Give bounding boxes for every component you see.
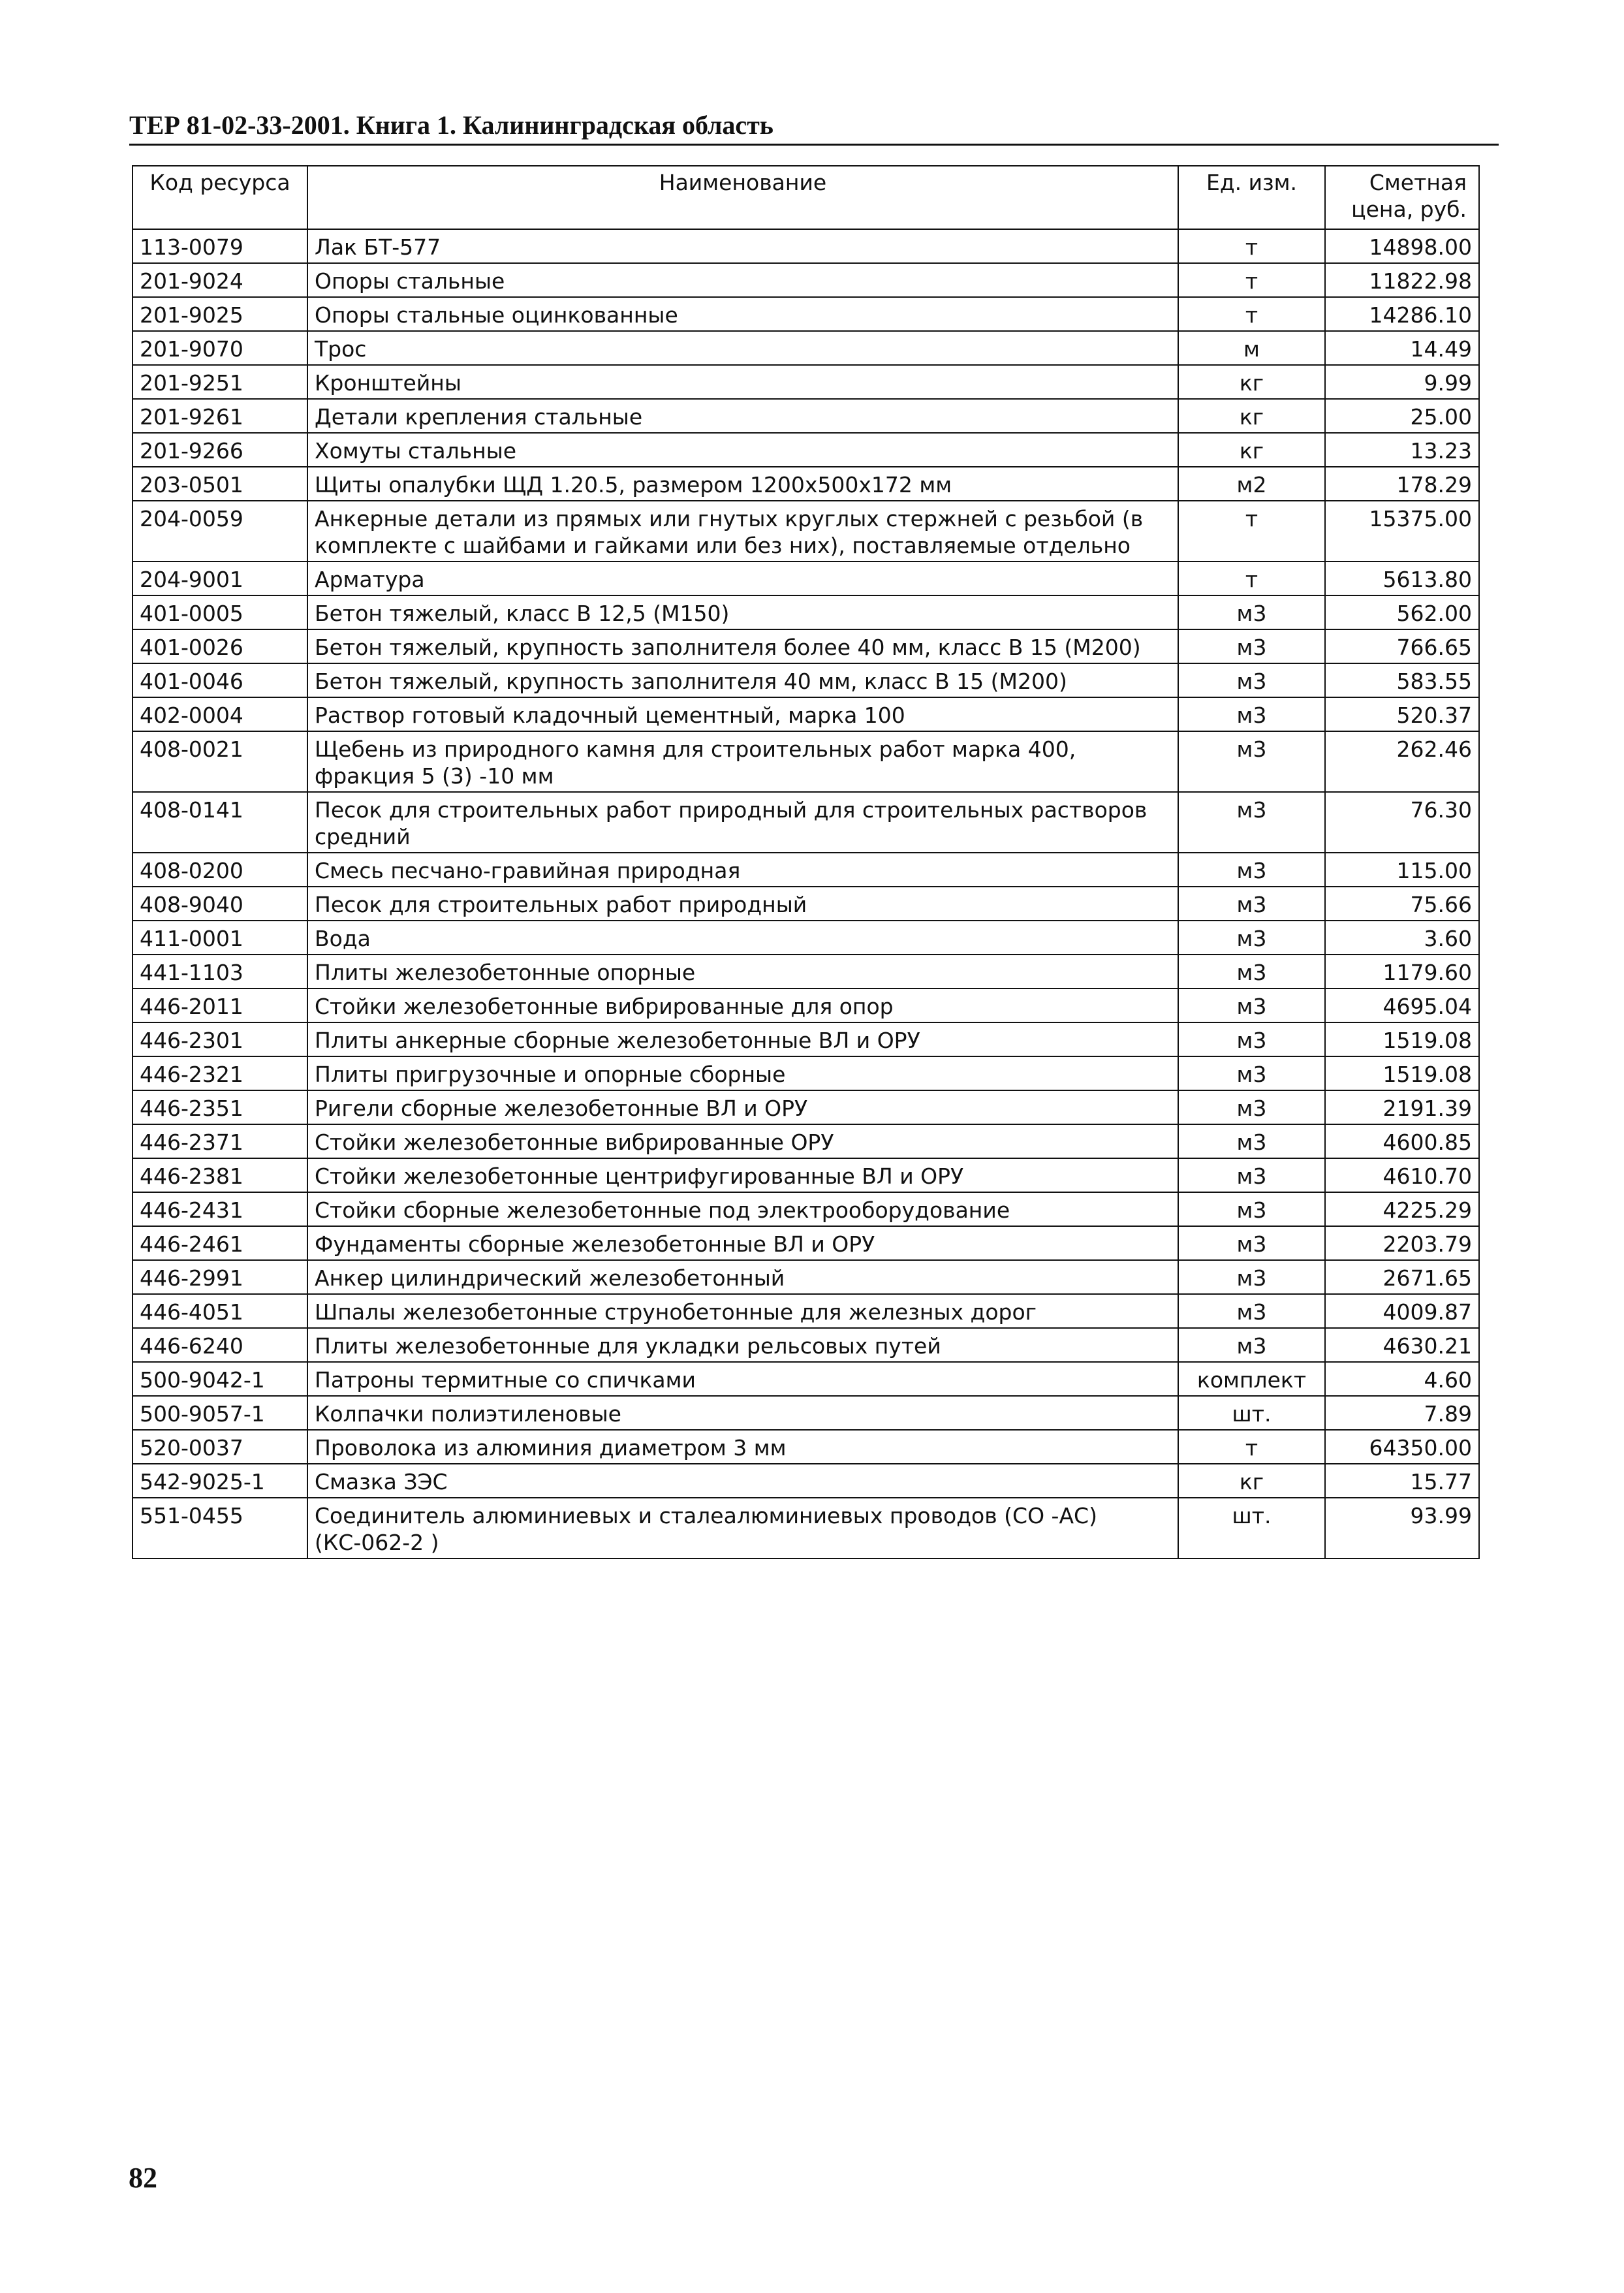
table-row <box>133 1362 1479 1396</box>
table-row <box>133 263 1479 297</box>
cell-code: 446-2301 <box>133 1022 307 1056</box>
cell-price: 4695.04 <box>1325 988 1479 1022</box>
table-row <box>133 1464 1479 1498</box>
table-row <box>133 1430 1479 1464</box>
cell-price: 1519.08 <box>1325 1056 1479 1090</box>
cell-price: 3.60 <box>1325 921 1479 955</box>
cell-price: 115.00 <box>1325 853 1479 887</box>
cell-unit: м3 <box>1178 731 1325 792</box>
cell-name: Опоры стальные <box>307 263 1178 297</box>
cell-unit: т <box>1178 561 1325 595</box>
page-number: 82 <box>129 2162 157 2194</box>
cell-price: 76.30 <box>1325 792 1479 853</box>
cell-price: 5613.80 <box>1325 561 1479 595</box>
table-row <box>133 1294 1479 1328</box>
cell-unit: м3 <box>1178 1056 1325 1090</box>
table-row <box>133 1498 1479 1558</box>
table-row <box>133 955 1479 988</box>
cell-price: 2671.65 <box>1325 1260 1479 1294</box>
cell-code: 201-9070 <box>133 331 307 365</box>
cell-name: Патроны термитные со спичками <box>307 1362 1178 1396</box>
cell-code: 401-0046 <box>133 663 307 697</box>
cell-name: Анкер цилиндрический железобетонный <box>307 1260 1178 1294</box>
cell-unit: т <box>1178 297 1325 331</box>
cell-price: 9.99 <box>1325 365 1479 399</box>
table-row <box>133 331 1479 365</box>
cell-name: Опоры стальные оцинкованные <box>307 297 1178 331</box>
cell-code: 551-0455 <box>133 1498 307 1558</box>
cell-code: 408-0200 <box>133 853 307 887</box>
cell-unit: м <box>1178 331 1325 365</box>
cell-code: 446-2011 <box>133 988 307 1022</box>
cell-unit: т <box>1178 229 1325 263</box>
cell-price: 2203.79 <box>1325 1226 1479 1260</box>
table-row <box>133 433 1479 467</box>
cell-unit: м3 <box>1178 1328 1325 1362</box>
cell-name: Плиты анкерные сборные железобетонные ВЛ и ОРУ <box>307 1022 1178 1056</box>
cell-code: 446-6240 <box>133 1328 307 1362</box>
cell-code: 201-9261 <box>133 399 307 433</box>
cell-price: 766.65 <box>1325 629 1479 663</box>
cell-code: 402-0004 <box>133 697 307 731</box>
cell-unit: шт. <box>1178 1396 1325 1430</box>
table-row <box>133 561 1479 595</box>
cell-price: 4009.87 <box>1325 1294 1479 1328</box>
cell-unit: м3 <box>1178 697 1325 731</box>
cell-code: 401-0005 <box>133 595 307 629</box>
cell-name: Ригели сборные железобетонные ВЛ и ОРУ <box>307 1090 1178 1124</box>
table-row <box>133 467 1479 501</box>
cell-unit: кг <box>1178 1464 1325 1498</box>
cell-unit: м3 <box>1178 629 1325 663</box>
table-row <box>133 501 1479 561</box>
cell-price: 4225.29 <box>1325 1192 1479 1226</box>
cell-name: Плиты железобетонные опорные <box>307 955 1178 988</box>
cell-code: 446-2321 <box>133 1056 307 1090</box>
cell-name: Арматура <box>307 561 1178 595</box>
cell-code: 408-0021 <box>133 731 307 792</box>
cell-name: Смазка ЗЭС <box>307 1464 1178 1498</box>
table-row <box>133 697 1479 731</box>
cell-code: 500-9057-1 <box>133 1396 307 1430</box>
column-header-code: Код ресурса <box>133 166 307 229</box>
cell-unit: м3 <box>1178 955 1325 988</box>
cell-code: 500-9042-1 <box>133 1362 307 1396</box>
cell-unit: м3 <box>1178 1294 1325 1328</box>
cell-unit: т <box>1178 263 1325 297</box>
table-row <box>133 1022 1479 1056</box>
table-body <box>133 229 1479 1558</box>
cell-price: 4.60 <box>1325 1362 1479 1396</box>
cell-name: Проволока из алюминия диаметром 3 мм <box>307 1430 1178 1464</box>
cell-price: 15.77 <box>1325 1464 1479 1498</box>
table-row <box>133 1328 1479 1362</box>
cell-unit: м3 <box>1178 792 1325 853</box>
cell-price: 25.00 <box>1325 399 1479 433</box>
cell-unit: шт. <box>1178 1498 1325 1558</box>
table-row <box>133 853 1479 887</box>
table-row <box>133 297 1479 331</box>
cell-name: Бетон тяжелый, класс В 12,5 (М150) <box>307 595 1178 629</box>
cell-code: 446-2351 <box>133 1090 307 1124</box>
cell-name: Щиты опалубки ЩД 1.20.5, размером 1200x500x172 мм <box>307 467 1178 501</box>
cell-code: 201-9266 <box>133 433 307 467</box>
cell-unit: м3 <box>1178 1022 1325 1056</box>
cell-code: 201-9251 <box>133 365 307 399</box>
cell-code: 441-1103 <box>133 955 307 988</box>
cell-price: 14898.00 <box>1325 229 1479 263</box>
cell-code: 204-0059 <box>133 501 307 561</box>
table-row <box>133 1192 1479 1226</box>
cell-name: Шпалы железобетонные струнобетонные для железных дорог <box>307 1294 1178 1328</box>
cell-name: Плиты железобетонные для укладки рельсовых путей <box>307 1328 1178 1362</box>
document-title: ТЕР 81-02-33-2001. Книга 1. Калининградская область <box>129 110 773 140</box>
table-row <box>133 1056 1479 1090</box>
cell-unit: м3 <box>1178 853 1325 887</box>
cell-price: 178.29 <box>1325 467 1479 501</box>
cell-name: Плиты пригрузочные и опорные сборные <box>307 1056 1178 1090</box>
column-header-unit: Ед. изм. <box>1178 166 1325 229</box>
cell-price: 93.99 <box>1325 1498 1479 1558</box>
cell-unit: м3 <box>1178 1260 1325 1294</box>
cell-unit: кг <box>1178 399 1325 433</box>
cell-unit: м3 <box>1178 1090 1325 1124</box>
cell-code: 113-0079 <box>133 229 307 263</box>
table-row <box>133 365 1479 399</box>
cell-unit: м3 <box>1178 921 1325 955</box>
table-row <box>133 988 1479 1022</box>
cell-name: Соединитель алюминиевых и сталеалюминиевых проводов (СО -АС) (КС-062-2 ) <box>307 1498 1178 1558</box>
cell-price: 520.37 <box>1325 697 1479 731</box>
cell-name: Песок для строительных работ природный для строительных растворов средний <box>307 792 1178 853</box>
cell-code: 542-9025-1 <box>133 1464 307 1498</box>
cell-unit: т <box>1178 1430 1325 1464</box>
cell-name: Стойки железобетонные центрифугированные ВЛ и ОРУ <box>307 1158 1178 1192</box>
cell-code: 201-9025 <box>133 297 307 331</box>
cell-price: 4630.21 <box>1325 1328 1479 1362</box>
table-row <box>133 595 1479 629</box>
cell-unit: м3 <box>1178 988 1325 1022</box>
price-table <box>132 165 1480 1559</box>
cell-code: 408-9040 <box>133 887 307 921</box>
column-header-price: Сметная цена, руб. <box>1325 166 1479 229</box>
cell-price: 2191.39 <box>1325 1090 1479 1124</box>
cell-code: 446-2991 <box>133 1260 307 1294</box>
cell-unit: м3 <box>1178 1192 1325 1226</box>
table-row <box>133 229 1479 263</box>
cell-price: 11822.98 <box>1325 263 1479 297</box>
table-row <box>133 663 1479 697</box>
cell-price: 14.49 <box>1325 331 1479 365</box>
cell-name: Трос <box>307 331 1178 365</box>
cell-name: Фундаменты сборные железобетонные ВЛ и ОРУ <box>307 1226 1178 1260</box>
cell-price: 14286.10 <box>1325 297 1479 331</box>
table-row <box>133 1260 1479 1294</box>
cell-price: 1519.08 <box>1325 1022 1479 1056</box>
table-row <box>133 921 1479 955</box>
cell-price: 1179.60 <box>1325 955 1479 988</box>
cell-name: Стойки сборные железобетонные под электрооборудование <box>307 1192 1178 1226</box>
table-row <box>133 887 1479 921</box>
cell-name: Вода <box>307 921 1178 955</box>
cell-name: Детали крепления стальные <box>307 399 1178 433</box>
table-row <box>133 731 1479 792</box>
cell-unit: кг <box>1178 433 1325 467</box>
cell-unit: т <box>1178 501 1325 561</box>
cell-name: Стойки железобетонные вибрированные для опор <box>307 988 1178 1022</box>
cell-price: 4610.70 <box>1325 1158 1479 1192</box>
cell-price: 64350.00 <box>1325 1430 1479 1464</box>
table-row <box>133 1124 1479 1158</box>
table-row <box>133 1226 1479 1260</box>
cell-name: Лак БТ-577 <box>307 229 1178 263</box>
cell-code: 411-0001 <box>133 921 307 955</box>
cell-code: 204-9001 <box>133 561 307 595</box>
cell-code: 520-0037 <box>133 1430 307 1464</box>
cell-code: 446-2431 <box>133 1192 307 1226</box>
cell-name: Смесь песчано-гравийная природная <box>307 853 1178 887</box>
cell-unit: м3 <box>1178 1226 1325 1260</box>
table-row <box>133 792 1479 853</box>
cell-code: 201-9024 <box>133 263 307 297</box>
header-rule <box>129 144 1499 146</box>
table-header-row <box>133 166 1479 229</box>
cell-price: 13.23 <box>1325 433 1479 467</box>
cell-unit: комплект <box>1178 1362 1325 1396</box>
cell-price: 4600.85 <box>1325 1124 1479 1158</box>
cell-price: 7.89 <box>1325 1396 1479 1430</box>
table-row <box>133 1090 1479 1124</box>
table-row <box>133 1396 1479 1430</box>
cell-unit: м3 <box>1178 663 1325 697</box>
cell-name: Щебень из природного камня для строительных работ марка 400, фракция 5 (3) -10 мм <box>307 731 1178 792</box>
cell-code: 401-0026 <box>133 629 307 663</box>
cell-price: 15375.00 <box>1325 501 1479 561</box>
cell-code: 446-2381 <box>133 1158 307 1192</box>
cell-unit: м3 <box>1178 1158 1325 1192</box>
cell-unit: кг <box>1178 365 1325 399</box>
cell-price: 562.00 <box>1325 595 1479 629</box>
cell-code: 446-4051 <box>133 1294 307 1328</box>
cell-unit: м3 <box>1178 595 1325 629</box>
cell-unit: м3 <box>1178 1124 1325 1158</box>
table-row <box>133 399 1479 433</box>
cell-unit: м3 <box>1178 887 1325 921</box>
cell-name: Стойки железобетонные вибрированные ОРУ <box>307 1124 1178 1158</box>
cell-unit: м2 <box>1178 467 1325 501</box>
cell-name: Бетон тяжелый, крупность заполнителя более 40 мм, класс В 15 (М200) <box>307 629 1178 663</box>
cell-code: 408-0141 <box>133 792 307 853</box>
cell-name: Бетон тяжелый, крупность заполнителя 40 мм, класс В 15 (М200) <box>307 663 1178 697</box>
cell-price: 583.55 <box>1325 663 1479 697</box>
table-row <box>133 1158 1479 1192</box>
cell-name: Кронштейны <box>307 365 1178 399</box>
cell-price: 262.46 <box>1325 731 1479 792</box>
cell-name: Раствор готовый кладочный цементный, марка 100 <box>307 697 1178 731</box>
cell-name: Колпачки полиэтиленовые <box>307 1396 1178 1430</box>
cell-name: Анкерные детали из прямых или гнутых круглых стержней с резьбой (в комплекте с шайбами и гайками или без них), поставляемые отдельно <box>307 501 1178 561</box>
cell-code: 446-2461 <box>133 1226 307 1260</box>
column-header-name: Наименование <box>307 166 1178 229</box>
cell-code: 203-0501 <box>133 467 307 501</box>
table-row <box>133 629 1479 663</box>
cell-code: 446-2371 <box>133 1124 307 1158</box>
cell-name: Песок для строительных работ природный <box>307 887 1178 921</box>
cell-price: 75.66 <box>1325 887 1479 921</box>
cell-name: Хомуты стальные <box>307 433 1178 467</box>
